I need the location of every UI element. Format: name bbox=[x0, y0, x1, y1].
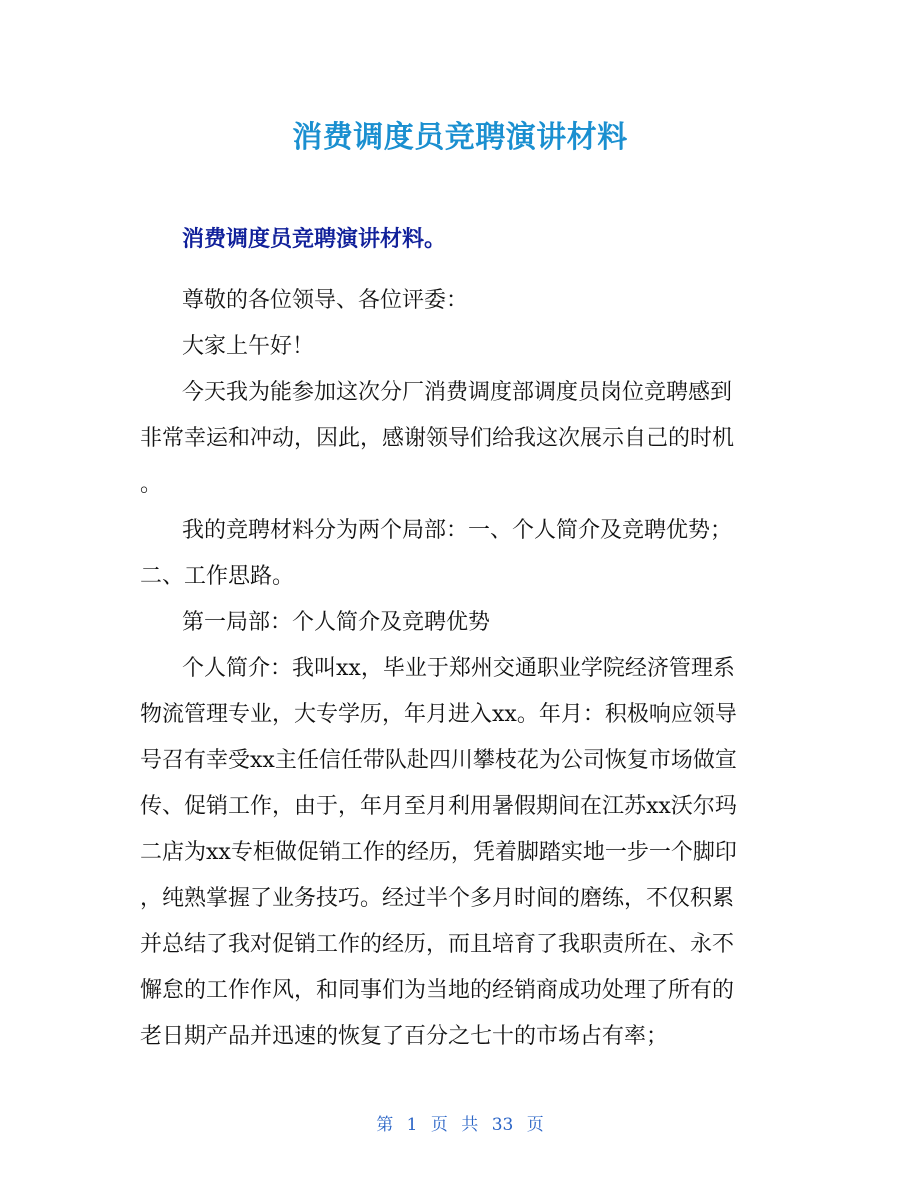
paragraph bbox=[140, 324, 790, 370]
document-title: 消费调度员竞聘演讲材料 bbox=[292, 120, 628, 155]
paragraph bbox=[140, 370, 790, 508]
paragraph bbox=[140, 600, 790, 646]
paragraph-line: 。 bbox=[140, 472, 163, 497]
paragraph bbox=[140, 646, 790, 1060]
paragraph bbox=[140, 508, 790, 600]
paragraph-line: 号召有幸受xx主任信任带队赴四川攀枝花为公司恢复市场做宣 bbox=[140, 748, 737, 773]
paragraph-line: 非常幸运和冲动，因此，感谢领导们给我这次展示自己的时机 bbox=[140, 426, 735, 451]
paragraph-line: 老日期产品并迅速的恢复了百分之七十的市场占有率； bbox=[140, 1024, 669, 1049]
paragraph-line: 尊敬的各位领导、各位评委： bbox=[182, 288, 469, 313]
paragraph-line: 懈怠的工作作风，和同事们为当地的经销商成功处理了所有的 bbox=[140, 978, 735, 1003]
page-number-footer: 第 1 页 共 33 页 bbox=[376, 1115, 544, 1135]
paragraph-line: 物流管理专业，大专学历，年月进入xx。年月：积极响应领导 bbox=[140, 702, 737, 727]
document-body bbox=[140, 278, 790, 1060]
paragraph-line: 传、促销工作，由于，年月至月利用暑假期间在江苏xx沃尔玛 bbox=[140, 794, 737, 819]
document-subtitle: 消费调度员竞聘演讲材料。 bbox=[182, 227, 447, 252]
paragraph-line: 今天我为能参加这次分厂消费调度部调度员岗位竞聘感到 bbox=[182, 380, 733, 405]
paragraph-line: 个人简介：我叫xx，毕业于郑州交通职业学院经济管理系 bbox=[182, 656, 735, 681]
paragraph bbox=[140, 278, 790, 324]
paragraph-line: 二、工作思路。 bbox=[140, 564, 295, 589]
paragraph-line: 并总结了我对促销工作的经历，而且培育了我职责所在、永不 bbox=[140, 932, 735, 957]
paragraph-line: 我的竞聘材料分为两个局部：一、个人简介及竞聘优势； bbox=[182, 518, 733, 543]
paragraph-line: 大家上午好！ bbox=[182, 334, 315, 359]
paragraph-line: ，纯熟掌握了业务技巧。经过半个多月时间的磨练，不仅积累 bbox=[140, 886, 735, 911]
paragraph-line: 二店为xx专柜做促销工作的经历，凭着脚踏实地一步一个脚印 bbox=[140, 840, 737, 865]
paragraph-line: 第一局部：个人简介及竞聘优势 bbox=[182, 610, 491, 635]
